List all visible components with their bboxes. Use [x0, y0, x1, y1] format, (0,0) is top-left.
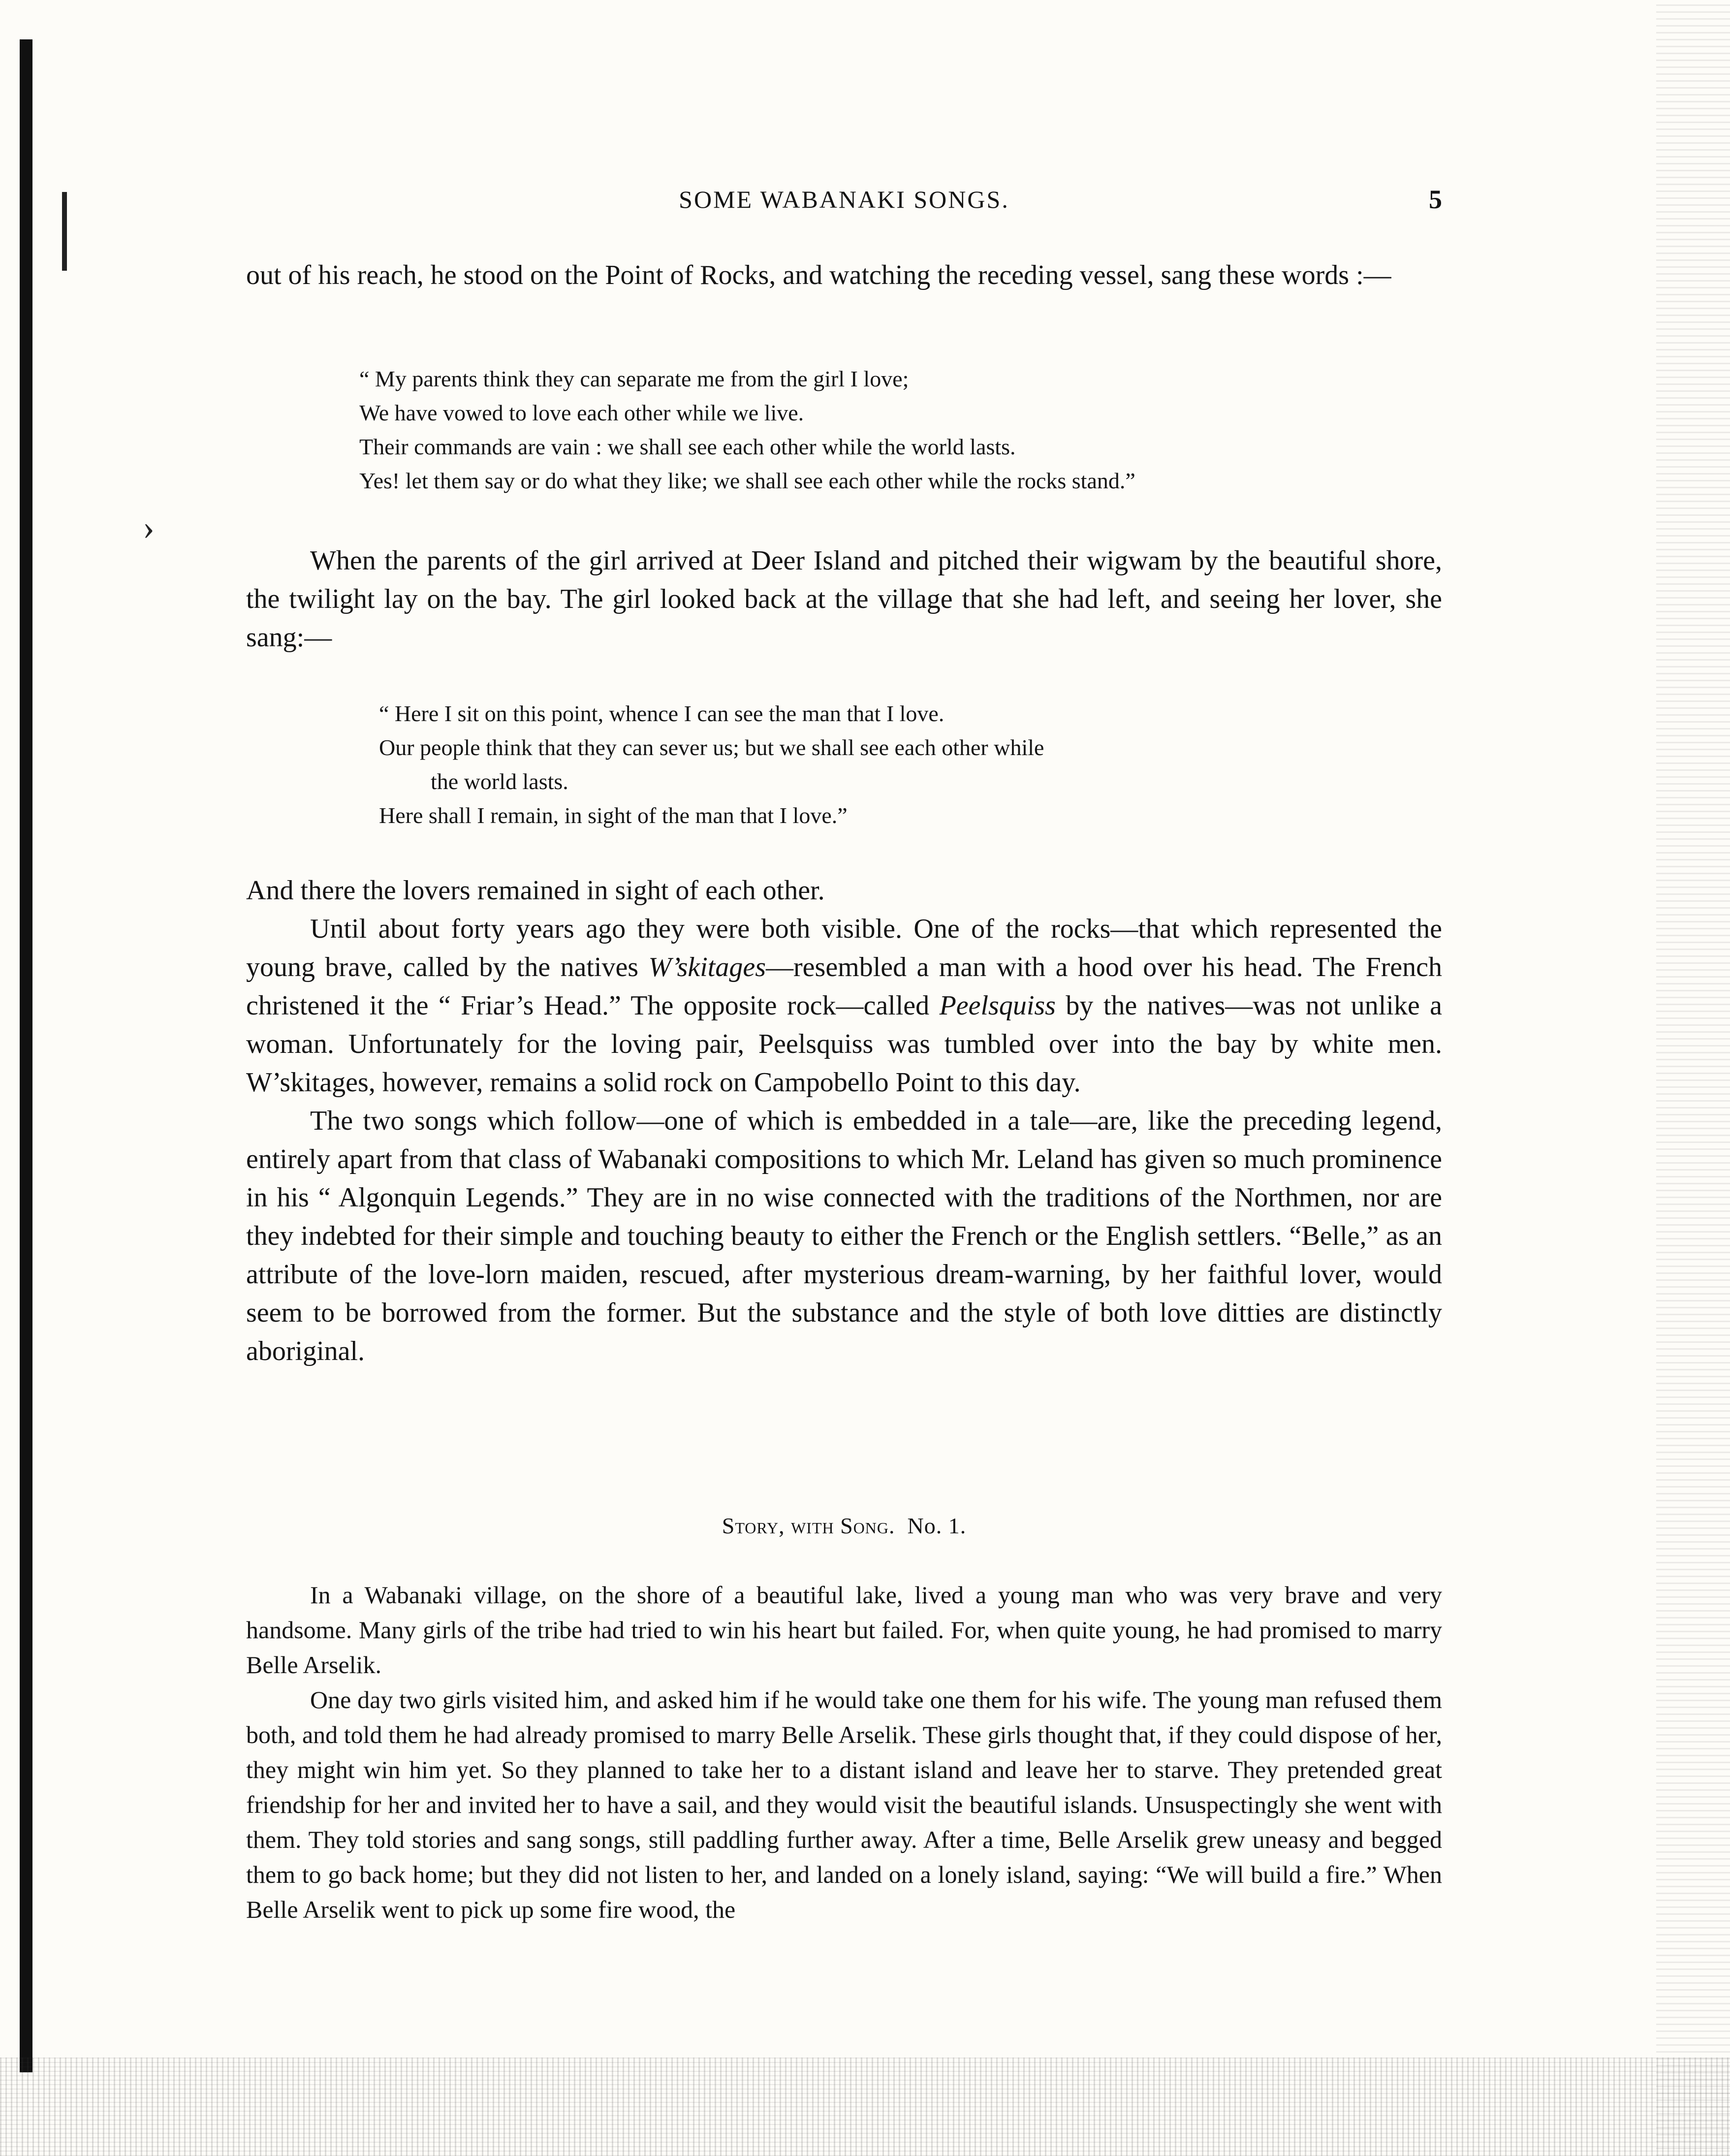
page-edge-right [1656, 0, 1730, 2156]
binding-mark [62, 192, 67, 271]
running-head: SOME WABANAKI SONGS. [679, 186, 1009, 213]
paragraph-5: The two songs which follow—one of which is embedded in a tale—are, like the preceding legend, entirely apart from that class of Wabanaki compositions to which Mr. Leland has given so much prominence in his “ Algonquin Legends.” They are in no wise connected with the traditions of the Northmen, nor are they indebted for their simple and touching beauty to either the French or the English settlers. “Belle,” as an attribute of the love-lorn maiden, rescued, after mysterious dream-warning, by her faithful lover, would seem to be borrowed from the former. But the substance and the style of both love ditties are distinctly aboriginal. [246, 1106, 1442, 1366]
verse-line: We have vowed to love each other while we live. [359, 400, 804, 425]
heading-with: with [791, 1513, 834, 1538]
heading-number: No. 1. [907, 1513, 967, 1538]
heading-story: Story [722, 1513, 779, 1538]
verse-line: Yes! let them say or do what they like; we shall see each other while the rocks stand.” [359, 468, 1135, 493]
verse-line: “ My parents think they can separate me from the girl I love; [359, 366, 909, 391]
paragraph-text: out of his reach, he stood on the Point of Rocks, and watching the receding vessel, sang these words :— [246, 260, 1391, 290]
verse-line: Their commands are vain : we shall see each other while the world lasts. [359, 434, 1016, 459]
body-text [246, 871, 1442, 1370]
story-paragraph-1: In a Wabanaki village, on the shore of a beautiful lake, lived a young man who was very brave and very handsome. Many girls of the tribe had tried to win his heart but failed. For, when quite young, he had promised to marry Belle Arselik. [246, 1581, 1442, 1679]
section-heading: Story, with Song. No. 1. [722, 1513, 967, 1538]
native-term-wskitages: W’skitages [648, 952, 766, 983]
story-paragraph-2: One day two girls visited him, and asked him if he would take one them for his wife. The young man refused them both, and told them he had already promised to marry Belle Arselik. These girls thought that, if they could dispose of her, they might win him yet. So they planned to take her to a distant island and leave her to starve. They pretended great friendship for her and invited her to have a sail, and they would visit the beautiful islands. Unsuspectingly she went with them. They told stories and sang songs, still paddling further away. After a time, Belle Arselik grew uneasy and begged them to go back home; but they did not listen to her, and landed on a lonely island, saying: “We will build a fire.” When Belle Arselik went to pick up some fire wood, the [246, 1686, 1442, 1923]
paragraph-1 [246, 256, 1442, 294]
heading-song: Song. [840, 1513, 895, 1538]
verse-2 [379, 697, 1044, 832]
binding-shadow [20, 39, 32, 2072]
paragraph-4-text-a: Until about forty years ago they were both visible. One of the rocks—that which represented the young brave, called by the natives [246, 914, 1442, 983]
paragraph-4-text-c: by the natives—was not unlike a woman. Unfortunately for the loving pair, Peelsquiss was tumbled over into the bay by white men. W’skitages, however, remains a solid rock on Campobello Point to this day. [246, 990, 1442, 1098]
story-text [246, 1578, 1442, 1927]
paragraph-2 [246, 541, 1442, 657]
verse-line: the world lasts. [431, 769, 568, 794]
paragraph-4 [246, 910, 1442, 1102]
native-term-peelsquiss: Peelsquiss [939, 990, 1056, 1021]
page-number: 5 [1429, 185, 1442, 214]
margin-mark: › [143, 507, 155, 547]
paragraph-3: And there the lovers remained in sight of each other. [246, 875, 825, 906]
verse-line: “ Here I sit on this point, whence I can see the man that I love. [379, 701, 944, 726]
verse-line: Here shall I remain, in sight of the man that I love.” [379, 803, 848, 828]
page-header [246, 177, 1442, 222]
paragraph-text: When the parents of the girl arrived at Deer Island and pitched their wigwam by the beautiful shore, the twilight lay on the bay. The girl looked back at the village that she had left, and seeing her lover, she sang:— [246, 545, 1442, 653]
verse-1 [359, 362, 1135, 498]
page-edge-bottom [0, 2058, 1730, 2156]
verse-line: Our people think that they can sever us; but we shall see each other while [379, 735, 1044, 760]
paragraph-4-text-b: —resembled a man with a hood over his head. The French christened it the “ Friar’s Head.” The opposite rock—called [246, 952, 1442, 1021]
